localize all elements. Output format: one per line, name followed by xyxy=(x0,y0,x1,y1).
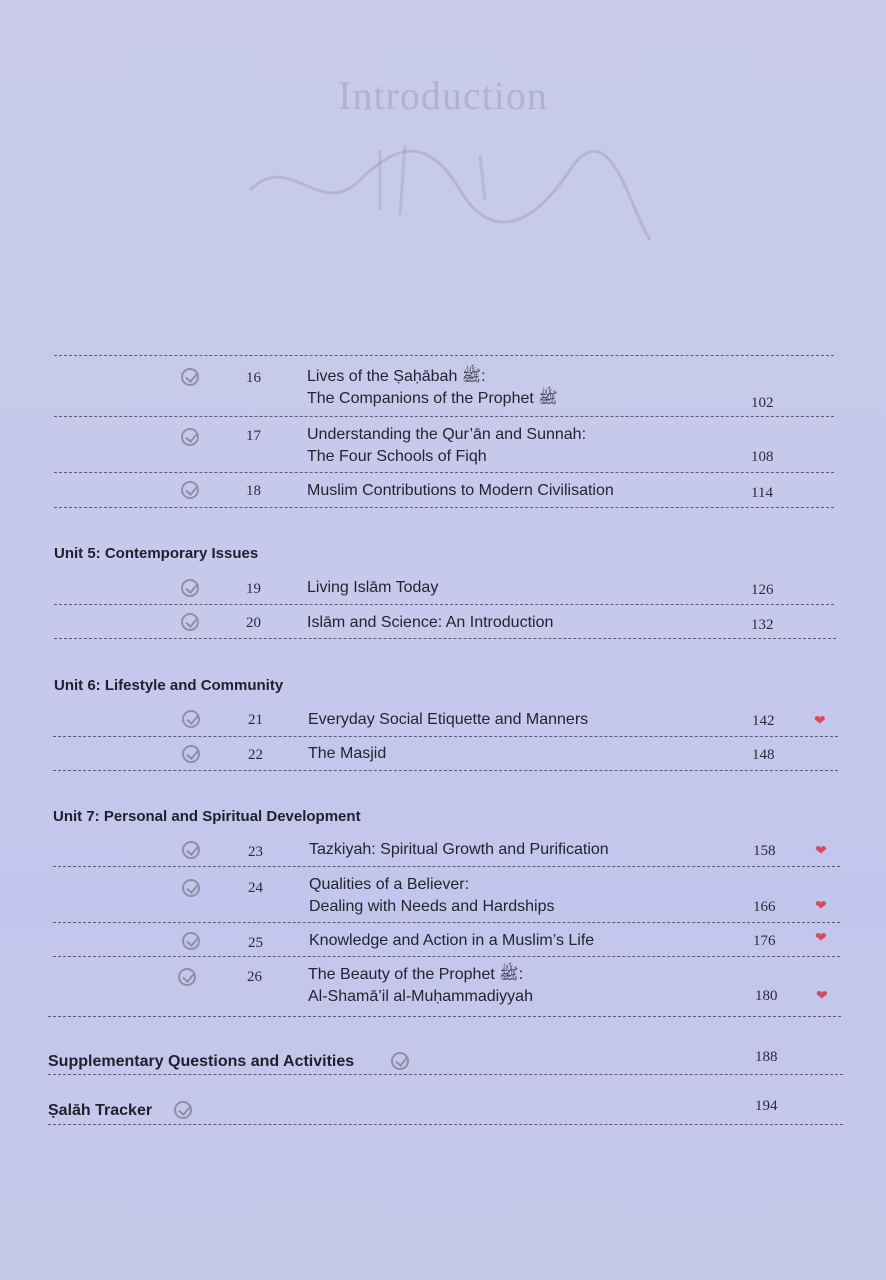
chapter-title-line1: Muslim Contributions to Modern Civilisation xyxy=(307,482,614,499)
check-circle-icon[interactable] xyxy=(182,932,200,950)
chapter-number: 20 xyxy=(246,615,261,631)
ghost-calligraphy-icon xyxy=(230,130,660,250)
chapter-number: 19 xyxy=(246,581,261,597)
check-circle-icon[interactable] xyxy=(182,745,200,763)
divider xyxy=(54,507,834,508)
divider xyxy=(53,736,838,737)
chapter-title-line1: Qualities of a Believer: xyxy=(309,876,470,893)
heart-icon[interactable]: ❤ xyxy=(815,929,827,945)
page-number: 114 xyxy=(751,485,773,501)
chapter-number: 17 xyxy=(246,428,261,444)
heart-icon[interactable]: ❤ xyxy=(816,987,828,1003)
divider xyxy=(53,922,840,923)
divider xyxy=(54,472,834,473)
divider xyxy=(48,1124,843,1125)
chapter-title[interactable] xyxy=(307,424,586,468)
check-circle-icon[interactable] xyxy=(174,1101,192,1119)
page-number: 102 xyxy=(751,395,774,411)
page-number: 142 xyxy=(752,713,775,729)
chapter-title[interactable] xyxy=(308,964,533,1008)
chapter-title[interactable] xyxy=(309,930,594,952)
ghost-page-title: Introduction xyxy=(338,73,548,118)
divider xyxy=(53,866,840,867)
divider xyxy=(54,604,834,605)
check-circle-icon[interactable] xyxy=(181,481,199,499)
page-number: 158 xyxy=(753,843,776,859)
divider xyxy=(54,638,836,639)
check-circle-icon[interactable] xyxy=(182,841,200,859)
chapter-title[interactable] xyxy=(309,839,609,861)
divider xyxy=(48,1016,841,1017)
chapter-title[interactable] xyxy=(307,612,553,634)
chapter-number: 25 xyxy=(248,935,263,951)
page-number: 194 xyxy=(755,1098,778,1114)
page-number: 108 xyxy=(751,449,774,465)
chapter-title[interactable] xyxy=(307,577,438,599)
chapter-title-line2: Dealing with Needs and Hardships xyxy=(309,898,555,915)
chapter-title[interactable] xyxy=(308,743,386,765)
page-number: 166 xyxy=(753,899,776,915)
check-circle-icon[interactable] xyxy=(182,710,200,728)
chapter-title-line2: The Companions of the Prophet ﷺ xyxy=(307,390,558,407)
chapter-title-line1: The Masjid xyxy=(308,745,387,762)
chapter-title-line2: Al-Shamā’il al-Muḥammadiyyah xyxy=(308,988,533,1005)
page-number: 188 xyxy=(755,1049,778,1065)
chapter-title-line1: The Beauty of the Prophet ﷺ: xyxy=(308,966,524,983)
chapter-title[interactable] xyxy=(307,480,614,502)
chapter-title-line1: Lives of the Ṣaḥābah ﷺ: xyxy=(307,368,486,385)
chapter-title-line1: Understanding the Qur’ān and Sunnah: xyxy=(307,426,587,443)
unit-heading: Unit 6: Lifestyle and Community xyxy=(54,677,284,694)
chapter-title-line1: Islām and Science: An Introduction xyxy=(307,614,554,631)
page-number: 132 xyxy=(751,617,774,633)
check-circle-icon[interactable] xyxy=(181,579,199,597)
chapter-title[interactable] xyxy=(307,366,558,410)
supplementary-heading[interactable]: Supplementary Questions and Activities xyxy=(48,1053,355,1070)
check-circle-icon[interactable] xyxy=(181,428,199,446)
salah-tracker-heading[interactable]: Ṣalāh Tracker xyxy=(48,1102,153,1119)
chapter-title-line2: The Four Schools of Fiqh xyxy=(307,448,487,465)
chapter-number: 24 xyxy=(248,880,263,896)
chapter-title-line1: Knowledge and Action in a Muslim’s Life xyxy=(309,932,595,949)
chapter-number: 18 xyxy=(246,483,261,499)
chapter-number: 22 xyxy=(248,747,263,763)
divider xyxy=(54,355,834,356)
divider xyxy=(53,770,838,771)
divider xyxy=(53,956,840,957)
chapter-number: 21 xyxy=(248,712,263,728)
chapter-number: 16 xyxy=(246,370,261,386)
check-circle-icon[interactable] xyxy=(181,368,199,386)
divider xyxy=(48,1074,843,1075)
chapter-number: 26 xyxy=(247,969,262,985)
check-circle-icon[interactable] xyxy=(181,613,199,631)
chapter-title-line1: Everyday Social Etiquette and Manners xyxy=(308,711,589,728)
chapter-title[interactable] xyxy=(308,709,588,731)
heart-icon[interactable]: ❤ xyxy=(815,897,827,913)
divider xyxy=(54,416,834,417)
page-number: 180 xyxy=(755,988,778,1004)
chapter-title-line1: Tazkiyah: Spiritual Growth and Purification xyxy=(309,841,609,858)
unit-heading: Unit 5: Contemporary Issues xyxy=(54,545,259,562)
check-circle-icon[interactable] xyxy=(391,1052,409,1070)
chapter-number: 23 xyxy=(248,844,263,860)
chapter-title-line1: Living Islām Today xyxy=(307,579,439,596)
page-number: 126 xyxy=(751,582,774,598)
check-circle-icon[interactable] xyxy=(178,968,196,986)
heart-icon[interactable]: ❤ xyxy=(815,842,827,858)
check-circle-icon[interactable] xyxy=(182,879,200,897)
page-number: 176 xyxy=(753,933,776,949)
page-number: 148 xyxy=(752,747,775,763)
chapter-title[interactable] xyxy=(309,874,554,918)
heart-icon[interactable]: ❤ xyxy=(814,712,826,728)
unit-heading: Unit 7: Personal and Spiritual Development xyxy=(53,808,361,825)
